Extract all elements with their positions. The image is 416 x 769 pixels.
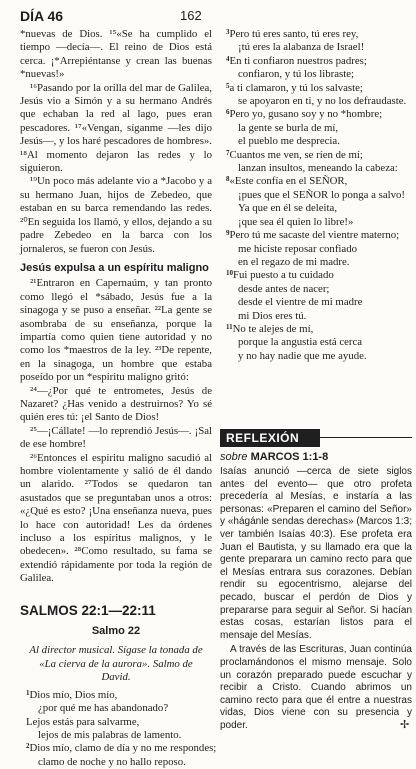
psalm-line	[220, 296, 412, 309]
psalm-line	[220, 175, 412, 188]
psalm-line	[220, 41, 412, 54]
psalm-line-text: clamo de noche y no hallo reposo.	[38, 755, 186, 768]
verse-number: 6	[226, 108, 230, 117]
psalm-line	[220, 202, 412, 215]
psalm-line-text: No te alejes de mí,	[232, 322, 314, 335]
psalm-line	[220, 162, 412, 175]
end-cross-icon: ✢	[400, 719, 410, 731]
psalm-line	[220, 323, 412, 336]
verse-number: 7	[226, 148, 230, 157]
psalm-line-text: Fui puesto a tu cuidado	[233, 269, 334, 282]
page-header	[0, 6, 416, 28]
psalm-line-text: ¡que sea él quien lo libre!»	[238, 215, 354, 228]
psalm-line	[220, 310, 412, 323]
psalm-line-text: Dios mío, clamo de día y no me respondes;	[29, 742, 217, 755]
day-label: DÍA 46	[20, 8, 64, 24]
psalm-line	[220, 350, 412, 363]
reflexion-passage: MARCOS 1:1-8	[250, 451, 329, 463]
paragraph: ¹⁹Un poco más adelante vio a *Jacobo y a su hermano Juan, hijos de Zebedeo, que estaban en su barca remendando las redes. ²⁰En seguida los llamó, y ellos, dejando a su padre Zebedeo en la barca con los jornaleros, se fueron con Jesús.	[20, 175, 212, 255]
psalm-subtitle: Salmo 22	[91, 625, 141, 638]
psalm-line-text: Ya que en él se deleita,	[238, 202, 338, 215]
psalm-reading-title: SALMOS 22:1—22:11	[20, 602, 156, 618]
psalm-line	[220, 108, 412, 121]
reflexion-paragraph: A través de las Escrituras, Juan continúa proclamándonos el mismo mensaje. Solo un corazón preparado puede escuchar y recibir a Cristo. Cuando abrimos un camino recto para que él entre a nuestras vidas, Dios viene con su presencia y poder.	[220, 644, 412, 731]
psalm-line	[220, 336, 412, 349]
psalm-line-text: y no hay nadie que me ayude.	[238, 349, 367, 362]
psalm-line-text: se apoyaron en ti, y no los defraudaste.	[238, 95, 407, 108]
left-column	[20, 28, 217, 769]
psalm-line	[20, 756, 212, 769]
psalm-line-text: me hiciste reposar confiado	[238, 242, 358, 255]
psalm-line	[220, 122, 412, 135]
psalm-line-text: lejos de mis palabras de lamento.	[38, 728, 182, 741]
psalm-line-text: Pero yo, gusano soy y no *hombre;	[229, 108, 383, 121]
psalm-line	[220, 189, 412, 202]
psalm-line	[220, 28, 412, 41]
paragraph: ²⁴—¿Por qué te entrometes, Jesús de Nazaret? ¿Has venido a destruirnos? Yo sé quién eres tú: ¡el Santo de Dios!	[20, 384, 212, 424]
verse-number: 5	[226, 81, 230, 90]
reflexion-label: REFLEXIÓN	[226, 431, 300, 445]
psalm-line	[220, 243, 412, 256]
psalm-line	[20, 742, 217, 755]
paragraph: ²⁶Entonces el espíritu maligno sacudió al hombre violentamente y salió de él dando un alarido. ²⁷Todos se quedaron tan asustados que se preguntaban unos a otros: «¿Qué es esto? ¡Una enseñanza nueva, pues lo hace con autoridad! Les da órdenes incluso a los espíritus malignos, y le obedecen». ²⁸Como resultado, su fama se extendió rápidamente por toda la región de Galilea.	[20, 451, 212, 585]
reflexion-paragraph: Isaías anunció —cerca de siete siglos antes del evento— que otro profeta precedería al Mesías, e instaría a las personas: «Preparen el camino del Señor» y «hágánle sendas derechas» (Marcos 1:3; ver también Isaías 40:3). Ese profeta era Juan el Bautista, y su llamado era que la gente preparara un camino recto para que el Mesías entrara sus corazones. Debían rendir su egocentrismo, alejarse del pecado, buscar el perdón de Dios y prepararse para seguir al Señor. Si hacían estas cosas, estarían listos para el mensaje del Mesías.	[220, 466, 412, 641]
paragraph: ²¹Entraron en Capernaúm, y tan pronto como llegó el *sábado, Jesús fue a la sinagoga y se puso a enseñar. ²²La gente se asombraba de su enseñanza, porque la impartía como quien tiene autoridad y no como los *maestros de la ley. ²³De repente, en la sinagoga, un hombre que estaba poseído por un *espíritu maligno gritó:	[20, 277, 212, 384]
paragraph: ¹⁶Pasando por la orilla del mar de Galilea, Jesús vio a Simón y a su hermano Andrés que echaban la red al lago, pues eran pescadores. ¹⁷«Vengan, síganme —les dijo Jesús—, y los haré pescadores de hombres». ¹⁸Al momento dejaron las redes y lo siguieron.	[20, 81, 212, 175]
paragraph: ²⁵—¡Cállate! —lo reprendió Jesús—. ¡Sal de ese hombre!	[20, 424, 212, 451]
psalm-line-text: desde el vientre de mi madre	[238, 296, 363, 309]
psalm-line-text: En ti confiaron nuestros padres;	[229, 54, 367, 67]
reflexion-text	[220, 466, 412, 734]
psalm-line	[220, 68, 412, 81]
psalm-line-text: a ti clamaron, y tú los salvaste;	[229, 81, 363, 94]
psalm-line	[220, 82, 412, 95]
psalm-line-text: el pueblo me desprecia.	[238, 135, 340, 148]
psalm-line-text: mi Dios eres tú.	[238, 309, 307, 322]
psalm-line	[220, 269, 412, 282]
psalm-line-text: Dios mío, Dios mío,	[29, 688, 118, 701]
psalm-line	[20, 729, 212, 742]
psalm-line-text: ¡tú eres la alabanza de Israel!	[238, 41, 365, 54]
psalm-line-text: en el regazo de mi madre.	[238, 255, 350, 268]
psalm-line-text: Pero tú me sacaste del vientre materno;	[229, 229, 400, 242]
psalm-line	[220, 283, 412, 296]
psalm-line	[220, 256, 412, 269]
verse-number: 4	[226, 54, 230, 63]
section-heading: Jesús expulsa a un espíritu maligno	[20, 261, 209, 274]
reflexion-reference	[220, 451, 328, 463]
psalm-line	[220, 95, 412, 108]
psalm-line	[220, 135, 412, 148]
psalm-line-text: «Este confía en el SEÑOR,	[229, 175, 348, 188]
paragraph: *nuevas de Dios. ¹⁵«Se ha cumplido el tiempo —decía—. El reino de Dios está cerca. ¡*Arrepiéntanse y crean las buenas *nuevas!»	[20, 28, 212, 81]
psalm-line	[20, 716, 212, 729]
psalm-line	[220, 55, 412, 68]
psalm-line-text: Lejos estás para salvarme,	[26, 715, 140, 728]
psalm-line-text: Pero tú eres santo, tú eres rey,	[229, 28, 359, 40]
verse-number: 1	[26, 688, 30, 697]
psalm-line-text: ¿por qué me has abandonado?	[38, 702, 169, 715]
psalm-line	[20, 689, 212, 702]
psalm-intro: Al director musical. Sígase la tonada de «La cierva de la aurora». Salmo de David.	[29, 644, 203, 684]
verse-number: 2	[26, 742, 30, 751]
verse-number: 9	[226, 229, 230, 238]
verse-number: 8	[226, 175, 230, 184]
psalm-line-text: Cuantos me ven, se ríen de mí;	[229, 148, 363, 161]
verse-number: 10	[226, 269, 233, 278]
psalm-line	[20, 702, 212, 715]
psalm-line-text: la gente se burla de mí,	[238, 121, 339, 134]
verse-number: 11	[226, 322, 233, 331]
psalm-line-text: ¡pues que el SEÑOR lo ponga a salvo!	[238, 188, 406, 201]
right-column	[220, 28, 412, 363]
verse-number: 3	[226, 28, 230, 36]
psalm-line-text: confiaron, y tú los libraste;	[238, 68, 355, 81]
mark-reading-part-1	[20, 28, 212, 256]
psalm-line	[220, 149, 412, 162]
reflexion-rule	[320, 437, 412, 438]
psalm-line-text: desde antes de nacer;	[238, 282, 330, 295]
psalm-line-text: porque la angustia está cerca	[238, 336, 363, 349]
mark-reading-part-2	[20, 277, 212, 585]
psalm-verses-left	[20, 688, 217, 769]
psalm-line	[220, 229, 412, 242]
psalm-verses-right	[220, 28, 412, 363]
psalm-line-text: lanzan insultos, meneando la cabeza:	[238, 162, 398, 175]
reflexion-sobre: sobre	[220, 451, 248, 463]
psalm-line	[220, 216, 412, 229]
page-number: 162	[180, 8, 202, 23]
